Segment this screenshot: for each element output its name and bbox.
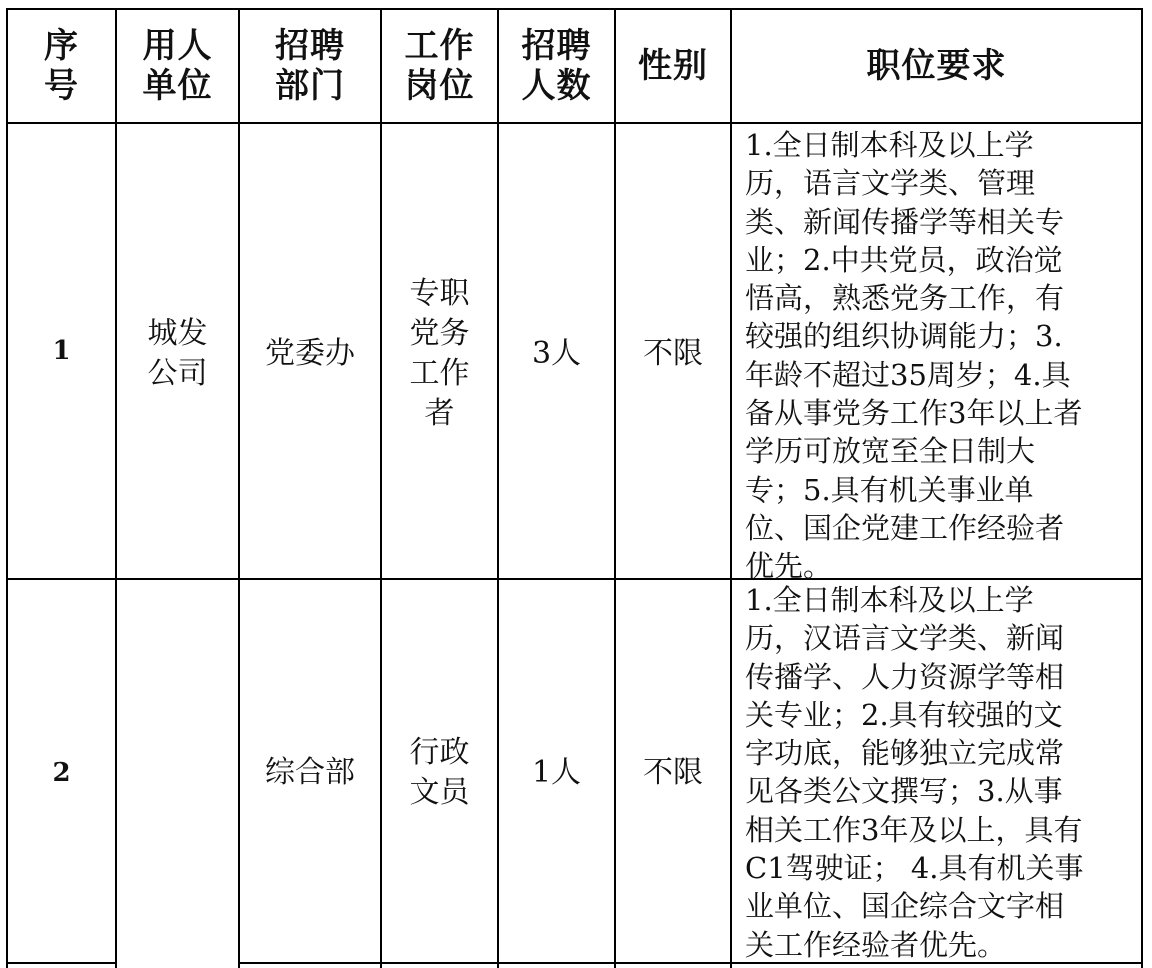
row-1-position: 专职 党务 工作 者 [409, 276, 470, 431]
row-1-count: 3人 [531, 336, 582, 371]
row-1-seq: 1 [52, 336, 71, 366]
grid-line [1141, 8, 1143, 968]
header-count: 招聘 人数 [521, 26, 592, 106]
row-2-department: 综合部 [265, 755, 355, 790]
row-2-position: 行政 文员 [409, 735, 470, 810]
row-1-department: 党委办 [265, 336, 355, 371]
row-1-gender: 不限 [643, 336, 703, 371]
header-position: 工作 岗位 [404, 26, 475, 106]
row-2-seq: 2 [52, 758, 71, 788]
row-1-employer: 城发 公司 [147, 316, 208, 391]
row-2-count: 1人 [531, 755, 582, 790]
row-2-requirements: 1.全日制本科及以上学 历，汉语言文学类、新闻 传播学、人力资源学等相 关专业；2.具有较强的文 字功底，能够独立完成常 见各类公文撰写；3.从事 相关工作3年及以上，具有 C1驾驶证； 4.具有机关事 业单位、国企综合文字相 关工作经验者优先。 [745, 583, 1084, 962]
header-seq: 序 号 [44, 26, 79, 106]
grid-line [730, 8, 732, 968]
row-2-gender: 不限 [643, 755, 703, 790]
header-gender: 性别 [638, 46, 708, 86]
header-requirements: 职位要求 [866, 46, 1007, 86]
row-2-employer [117, 580, 238, 966]
row-1-requirements: 1.全日制本科及以上学 历，语言文学类、管理 类、新闻传播学等相关专 业；2.中共党员，政治觉 悟高，熟悉党务工作，有 较强的组织协调能力；3. 年龄不超过35周岁；4.具 备从事党务工作3年以上者 学历可放宽至全日制大 专；5.具有机关事业单 位、国企党建工作经验者 优先。 [745, 128, 1083, 584]
header-employer: 用人 单位 [142, 26, 213, 106]
header-department: 招聘 部门 [275, 26, 345, 106]
